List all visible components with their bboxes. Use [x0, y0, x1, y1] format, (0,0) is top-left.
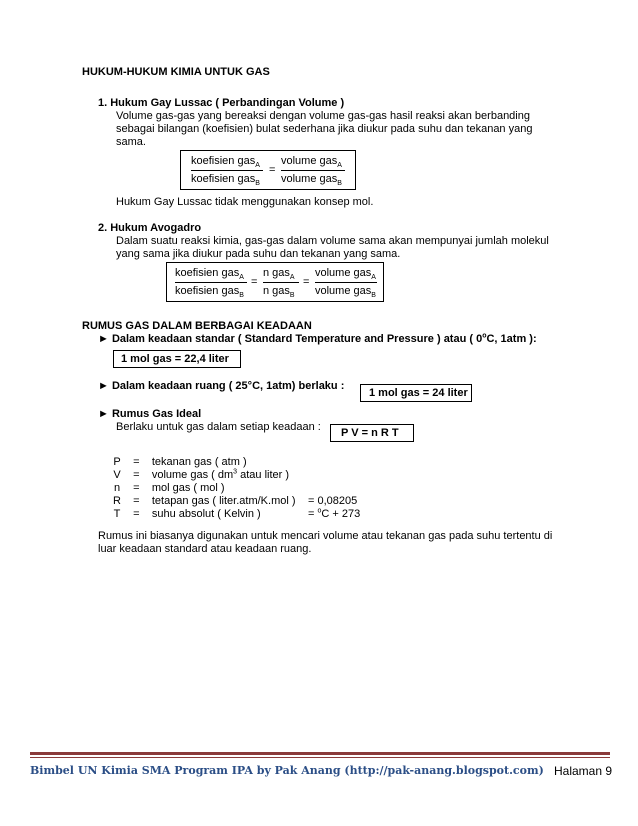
variable-row-r: R = tetapan gas ( liter.atm/K.mol )	[113, 495, 296, 507]
section2-title: 2. Hukum Avogadro	[98, 222, 202, 234]
fraction-line	[191, 170, 263, 171]
section2-text-2: yang sama jika diukur pada suhu dan tekanan yang sama.	[116, 248, 401, 260]
fraction-1-numerator: koefisien gas$_A$	[175, 267, 244, 282]
footer-credit: Bimbel UN Kimia SMA Program IPA by Pak Anang (http://pak-anang.blogspot.com)	[30, 764, 544, 777]
section1-text-3: sama.	[116, 136, 146, 148]
room-result-box: 1 mol gas = 24 liter	[360, 384, 472, 402]
gay-lussac-formula-box	[180, 150, 356, 190]
variable-row-v: V = volume gas ( $dm^3$ atau liter )	[113, 468, 290, 481]
fraction-right-denominator: volume gas$_B$	[281, 173, 342, 188]
closing-text-2: luar keadaan standard atau keadaan ruang.	[98, 543, 312, 555]
fraction-2-numerator: n gas$_A$	[263, 267, 295, 282]
fraction-right-numerator: volume gas$_A$	[281, 155, 342, 170]
footer-rule	[30, 752, 610, 755]
fraction-left-denominator: koefisien gas$_B$	[191, 173, 260, 188]
equals-sign: =	[269, 164, 276, 176]
footer-rule-thin	[30, 757, 610, 758]
closing-text-1: Rumus ini biasanya digunakan untuk mencari volume atau tekanan gas pada suhu tertentu di	[98, 530, 553, 542]
variable-value-t: = $^o$C + 273	[308, 507, 361, 520]
ideal-gas-formula-box: P V = n R T	[330, 424, 414, 442]
variable-value-r: = 0,08205	[308, 495, 358, 507]
fraction-line	[263, 282, 299, 283]
bullet-room: ► Dalam keadaan ruang ( 25°C, 1atm) berlaku :	[98, 380, 345, 392]
page-heading: HUKUM-HUKUM KIMIA UNTUK GAS	[82, 66, 270, 78]
stp-result-box: 1 mol gas = 22,4 liter	[113, 350, 241, 368]
variable-row-t: T = suhu absolut ( Kelvin )	[113, 508, 261, 520]
variable-row-n: n = mol gas ( mol )	[113, 482, 225, 494]
equals-sign: =	[251, 276, 258, 288]
fraction-line	[175, 282, 247, 283]
bullet-standard: ► Dalam keadaan standar ( Standard Temperature and Pressure ) atau ( 0$^o$C, 1atm ):	[98, 332, 537, 345]
page-number: Halaman 9	[554, 764, 613, 778]
fraction-3-denominator: volume gas$_B$	[315, 285, 376, 300]
section1-text-1: Volume gas-gas yang bereaksi dengan volume gas-gas hasil reaksi akan berbanding	[116, 110, 530, 122]
fraction-line	[281, 170, 345, 171]
fraction-3-numerator: volume gas$_A$	[315, 267, 376, 282]
fraction-1-denominator: koefisien gas$_B$	[175, 285, 244, 300]
fraction-left-numerator: koefisien gas$_A$	[191, 155, 260, 170]
section1-text-2: sebagai bilangan (koefisien) bulat sederhana jika diukur pada suhu dan tekanan yang	[116, 123, 533, 135]
fraction-2-denominator: n gas$_B$	[263, 285, 295, 300]
ideal-gas-description: Berlaku untuk gas dalam setiap keadaan :	[116, 421, 321, 433]
avogadro-formula-box	[166, 262, 384, 302]
rumus-heading: RUMUS GAS DALAM BERBAGAI KEADAAN	[82, 320, 312, 332]
variable-row-p: P = tekanan gas ( atm )	[113, 456, 247, 468]
bullet-ideal-gas: ► Rumus Gas Ideal	[98, 408, 202, 420]
fraction-line	[315, 282, 377, 283]
section1-title: 1. Hukum Gay Lussac ( Perbandingan Volume )	[98, 97, 345, 109]
section1-note: Hukum Gay Lussac tidak menggunakan konsep mol.	[116, 196, 374, 208]
equals-sign: =	[303, 276, 310, 288]
section2-text-1: Dalam suatu reaksi kimia, gas-gas dalam volume sama akan mempunyai jumlah molekul	[116, 235, 549, 247]
